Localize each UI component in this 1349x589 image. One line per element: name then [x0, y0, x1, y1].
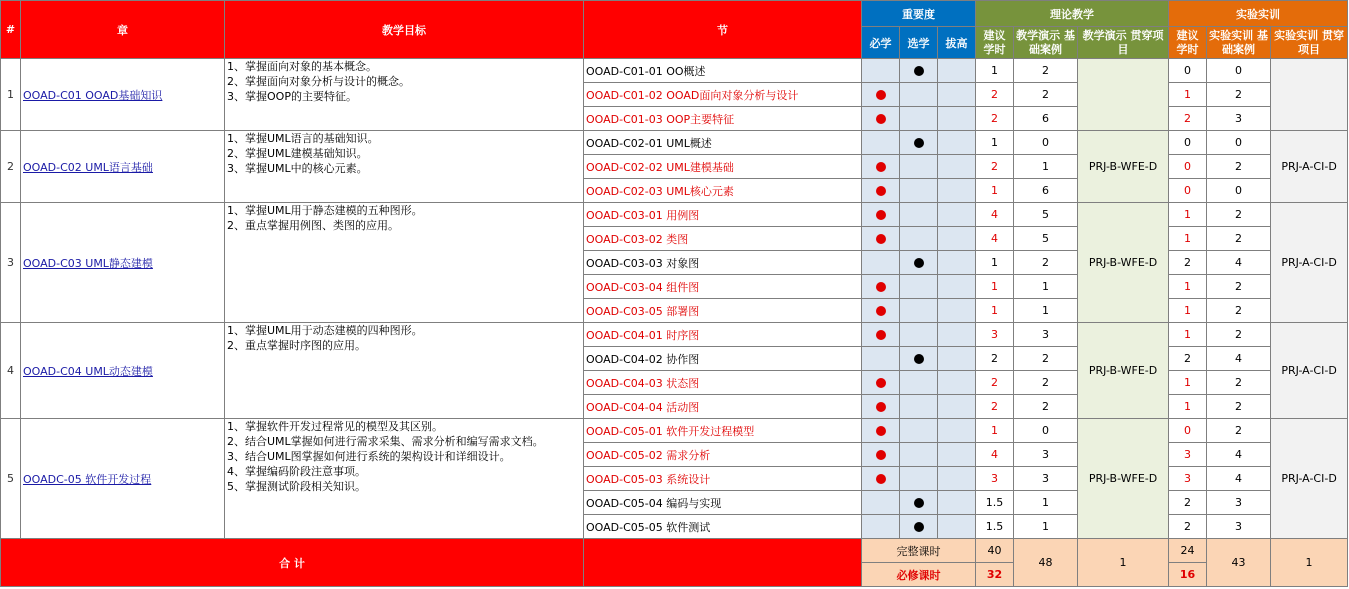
importance-advanced-cell	[938, 131, 976, 155]
importance-advanced-cell	[938, 371, 976, 395]
importance-required-cell	[862, 299, 900, 323]
section-title: OOAD-C05-02 需求分析	[584, 443, 862, 467]
section-title: OOAD-C04-03 状态图	[584, 371, 862, 395]
importance-optional-cell	[900, 323, 938, 347]
lab-cases: 2	[1207, 227, 1271, 251]
totals-row	[1, 539, 1348, 563]
lab-cases: 3	[1207, 515, 1271, 539]
section-title: OOAD-C05-01 软件开发过程模型	[584, 419, 862, 443]
section-title: OOAD-C02-01 UML概述	[584, 131, 862, 155]
header-importance: 重要度	[862, 1, 976, 27]
section-title: OOAD-C04-02 协作图	[584, 347, 862, 371]
section-title: OOAD-C05-05 软件测试	[584, 515, 862, 539]
chapter-number: 4	[1, 323, 21, 419]
lab-project: PRJ-A-CI-D	[1271, 323, 1348, 419]
lab-cases: 0	[1207, 59, 1271, 83]
theory-cases: 5	[1014, 203, 1078, 227]
importance-advanced-cell	[938, 443, 976, 467]
importance-advanced-cell	[938, 299, 976, 323]
totals-blank	[584, 539, 862, 587]
importance-advanced-cell	[938, 275, 976, 299]
lab-hours: 1	[1169, 299, 1207, 323]
theory-project: PRJ-B-WFE-D	[1078, 323, 1169, 419]
chapter-link[interactable]: OOADC-05 软件开发过程	[21, 419, 225, 539]
lab-hours: 1	[1169, 395, 1207, 419]
lab-cases: 3	[1207, 107, 1271, 131]
importance-advanced-cell	[938, 467, 976, 491]
theory-cases: 6	[1014, 179, 1078, 203]
optional-dot-icon	[914, 522, 924, 532]
header-section: 节	[584, 1, 862, 59]
required-dot-icon	[876, 402, 886, 412]
table-row	[1, 419, 1348, 443]
required-dot-icon	[876, 282, 886, 292]
importance-advanced-cell	[938, 395, 976, 419]
importance-required-cell	[862, 467, 900, 491]
importance-required-cell	[862, 131, 900, 155]
chapter-number: 2	[1, 131, 21, 203]
required-dot-icon	[876, 378, 886, 388]
importance-optional-cell	[900, 275, 938, 299]
lab-cases: 4	[1207, 467, 1271, 491]
importance-required-cell	[862, 419, 900, 443]
importance-advanced-cell	[938, 179, 976, 203]
lab-hours: 0	[1169, 59, 1207, 83]
header-number: #	[1, 1, 21, 59]
table-row	[1, 131, 1348, 155]
chapter-number: 3	[1, 203, 21, 323]
chapter-number: 1	[1, 59, 21, 131]
importance-optional-cell	[900, 491, 938, 515]
required-dot-icon	[876, 114, 886, 124]
theory-project: PRJ-B-WFE-D	[1078, 203, 1169, 323]
chapter-number: 5	[1, 419, 21, 539]
importance-optional-cell	[900, 395, 938, 419]
importance-optional-cell	[900, 107, 938, 131]
theory-project: PRJ-B-WFE-D	[1078, 131, 1169, 203]
importance-optional-cell	[900, 227, 938, 251]
importance-advanced-cell	[938, 59, 976, 83]
importance-required-cell	[862, 443, 900, 467]
theory-project	[1078, 59, 1169, 131]
section-title: OOAD-C01-03 OOP主要特征	[584, 107, 862, 131]
theory-hours: 4	[976, 227, 1014, 251]
required-dot-icon	[876, 474, 886, 484]
theory-hours: 2	[976, 107, 1014, 131]
section-title: OOAD-C04-04 活动图	[584, 395, 862, 419]
totals-label: 合 计	[1, 539, 584, 587]
lab-project: PRJ-A-CI-D	[1271, 203, 1348, 323]
theory-hours: 1.5	[976, 491, 1014, 515]
importance-required-cell	[862, 251, 900, 275]
importance-optional-cell	[900, 299, 938, 323]
optional-dot-icon	[914, 354, 924, 364]
theory-cases: 1	[1014, 299, 1078, 323]
theory-total-cases: 48	[1014, 539, 1078, 587]
importance-optional-cell	[900, 347, 938, 371]
theory-hours: 4	[976, 203, 1014, 227]
lab-cases: 0	[1207, 131, 1271, 155]
theory-cases: 1	[1014, 275, 1078, 299]
theory-hours: 3	[976, 323, 1014, 347]
lab-cases: 2	[1207, 83, 1271, 107]
lab-hours: 1	[1169, 323, 1207, 347]
required-dot-icon	[876, 426, 886, 436]
table-row	[1, 203, 1348, 227]
header-lab-hours: 建议 学时	[1169, 27, 1207, 59]
importance-advanced-cell	[938, 251, 976, 275]
lab-hours: 2	[1169, 515, 1207, 539]
chapter-goals: 1、掌握UML语言的基础知识。 2、掌握UML建模基础知识。 3、掌握UML中的核心元素。	[225, 131, 584, 203]
theory-hours: 1	[976, 251, 1014, 275]
importance-required-cell	[862, 83, 900, 107]
importance-optional-cell	[900, 59, 938, 83]
required-dot-icon	[876, 330, 886, 340]
required-dot-icon	[876, 306, 886, 316]
section-title: OOAD-C03-02 类图	[584, 227, 862, 251]
required-dot-icon	[876, 450, 886, 460]
chapter-goals: 1、掌握软件开发过程常见的模型及其区别。 2、结合UML掌握如何进行需求采集、需求分析和编写需求文档。 3、结合UML图掌握如何进行系统的架构设计和详细设计。 4、掌握编码阶段注意事项。 5、掌握测试阶段相关知识。	[225, 419, 584, 539]
theory-cases: 1	[1014, 491, 1078, 515]
theory-cases: 0	[1014, 419, 1078, 443]
importance-required-cell	[862, 491, 900, 515]
importance-required-cell	[862, 371, 900, 395]
theory-full-hours: 40	[976, 539, 1014, 563]
theory-cases: 0	[1014, 131, 1078, 155]
importance-optional-cell	[900, 419, 938, 443]
importance-optional-cell	[900, 467, 938, 491]
lab-hours: 2	[1169, 107, 1207, 131]
theory-cases: 5	[1014, 227, 1078, 251]
header-goals: 教学目标	[225, 1, 584, 59]
importance-optional-cell	[900, 131, 938, 155]
table-row	[1, 323, 1348, 347]
importance-advanced-cell	[938, 515, 976, 539]
lab-total-cases: 43	[1207, 539, 1271, 587]
importance-required-cell	[862, 179, 900, 203]
theory-hours: 2	[976, 83, 1014, 107]
required-dot-icon	[876, 186, 886, 196]
header-importance-required: 必学	[862, 27, 900, 59]
lab-cases: 2	[1207, 275, 1271, 299]
lab-hours: 1	[1169, 275, 1207, 299]
optional-dot-icon	[914, 258, 924, 268]
lab-total-projects: 1	[1271, 539, 1348, 587]
lab-cases: 4	[1207, 443, 1271, 467]
theory-hours: 2	[976, 395, 1014, 419]
lab-project: PRJ-A-CI-D	[1271, 419, 1348, 539]
theory-hours: 3	[976, 467, 1014, 491]
theory-hours: 2	[976, 347, 1014, 371]
lab-required-hours: 16	[1169, 563, 1207, 587]
theory-cases: 1	[1014, 155, 1078, 179]
lab-hours: 3	[1169, 443, 1207, 467]
lab-cases: 2	[1207, 203, 1271, 227]
theory-cases: 3	[1014, 467, 1078, 491]
lab-hours: 0	[1169, 155, 1207, 179]
importance-required-cell	[862, 203, 900, 227]
theory-project: PRJ-B-WFE-D	[1078, 419, 1169, 539]
chapter-link[interactable]: OOAD-C01 OOAD基础知识	[21, 59, 225, 131]
importance-required-cell	[862, 347, 900, 371]
importance-required-cell	[862, 323, 900, 347]
theory-cases: 2	[1014, 59, 1078, 83]
importance-required-cell	[862, 155, 900, 179]
theory-hours: 1	[976, 419, 1014, 443]
theory-hours: 1	[976, 299, 1014, 323]
header-lab-cases: 实验实训 基础案例	[1207, 27, 1271, 59]
importance-optional-cell	[900, 203, 938, 227]
importance-required-cell	[862, 515, 900, 539]
theory-total-projects: 1	[1078, 539, 1169, 587]
section-title: OOAD-C03-05 部署图	[584, 299, 862, 323]
lab-cases: 4	[1207, 251, 1271, 275]
chapter-link[interactable]: OOAD-C04 UML动态建模	[21, 323, 225, 419]
theory-hours: 4	[976, 443, 1014, 467]
importance-advanced-cell	[938, 323, 976, 347]
theory-required-hours: 32	[976, 563, 1014, 587]
theory-cases: 3	[1014, 323, 1078, 347]
importance-advanced-cell	[938, 347, 976, 371]
theory-hours: 1	[976, 59, 1014, 83]
header-theory-cases: 教学演示 基础案例	[1014, 27, 1078, 59]
lab-hours: 2	[1169, 491, 1207, 515]
optional-dot-icon	[914, 498, 924, 508]
lab-hours: 0	[1169, 131, 1207, 155]
lab-cases: 2	[1207, 323, 1271, 347]
lab-cases: 2	[1207, 371, 1271, 395]
header-theory: 理论教学	[976, 1, 1169, 27]
theory-cases: 2	[1014, 83, 1078, 107]
lab-project	[1271, 59, 1348, 131]
optional-dot-icon	[914, 138, 924, 148]
lab-hours: 1	[1169, 203, 1207, 227]
theory-hours: 2	[976, 155, 1014, 179]
section-title: OOAD-C02-02 UML建模基础	[584, 155, 862, 179]
importance-required-cell	[862, 227, 900, 251]
required-dot-icon	[876, 90, 886, 100]
header-lab-project: 实验实训 贯穿项目	[1271, 27, 1348, 59]
theory-hours: 1	[976, 179, 1014, 203]
importance-advanced-cell	[938, 203, 976, 227]
importance-advanced-cell	[938, 107, 976, 131]
required-dot-icon	[876, 210, 886, 220]
full-hours-label: 完整课时	[862, 539, 976, 563]
importance-optional-cell	[900, 155, 938, 179]
theory-hours: 2	[976, 371, 1014, 395]
lab-hours: 0	[1169, 419, 1207, 443]
importance-optional-cell	[900, 251, 938, 275]
section-title: OOAD-C05-04 编码与实现	[584, 491, 862, 515]
required-hours-label: 必修课时	[862, 563, 976, 587]
lab-cases: 0	[1207, 179, 1271, 203]
chapter-link[interactable]: OOAD-C03 UML静态建模	[21, 203, 225, 323]
lab-hours: 1	[1169, 227, 1207, 251]
lab-project: PRJ-A-CI-D	[1271, 131, 1348, 203]
importance-advanced-cell	[938, 155, 976, 179]
importance-required-cell	[862, 395, 900, 419]
importance-advanced-cell	[938, 491, 976, 515]
importance-advanced-cell	[938, 419, 976, 443]
header-lab: 实验实训	[1169, 1, 1348, 27]
optional-dot-icon	[914, 66, 924, 76]
header-theory-project: 教学演示 贯穿项目	[1078, 27, 1169, 59]
lab-cases: 2	[1207, 395, 1271, 419]
lab-cases: 3	[1207, 491, 1271, 515]
importance-advanced-cell	[938, 227, 976, 251]
theory-cases: 2	[1014, 347, 1078, 371]
theory-cases: 1	[1014, 515, 1078, 539]
required-dot-icon	[876, 162, 886, 172]
chapter-goals: 1、掌握UML用于动态建模的四种图形。 2、重点掌握时序图的应用。	[225, 323, 584, 419]
section-title: OOAD-C03-04 组件图	[584, 275, 862, 299]
lab-cases: 4	[1207, 347, 1271, 371]
chapter-goals: 1、掌握面向对象的基本概念。 2、掌握面向对象分析与设计的概念。 3、掌握OOP的主要特征。	[225, 59, 584, 131]
theory-cases: 3	[1014, 443, 1078, 467]
lab-hours: 2	[1169, 251, 1207, 275]
lab-hours: 1	[1169, 83, 1207, 107]
chapter-goals: 1、掌握UML用于静态建模的五种图形。 2、重点掌握用例图、类图的应用。	[225, 203, 584, 323]
theory-cases: 2	[1014, 395, 1078, 419]
lab-full-hours: 24	[1169, 539, 1207, 563]
importance-optional-cell	[900, 371, 938, 395]
lab-hours: 2	[1169, 347, 1207, 371]
importance-required-cell	[862, 275, 900, 299]
section-title: OOAD-C02-03 UML核心元素	[584, 179, 862, 203]
theory-hours: 1	[976, 131, 1014, 155]
importance-optional-cell	[900, 443, 938, 467]
importance-required-cell	[862, 59, 900, 83]
lab-hours: 1	[1169, 371, 1207, 395]
importance-required-cell	[862, 107, 900, 131]
section-title: OOAD-C05-03 系统设计	[584, 467, 862, 491]
lab-cases: 2	[1207, 419, 1271, 443]
importance-optional-cell	[900, 83, 938, 107]
header-importance-optional: 选学	[900, 27, 938, 59]
theory-hours: 1	[976, 275, 1014, 299]
lab-hours: 0	[1169, 179, 1207, 203]
lab-hours: 3	[1169, 467, 1207, 491]
required-dot-icon	[876, 234, 886, 244]
section-title: OOAD-C01-01 OO概述	[584, 59, 862, 83]
theory-cases: 2	[1014, 251, 1078, 275]
section-title: OOAD-C01-02 OOAD面向对象分析与设计	[584, 83, 862, 107]
lab-cases: 2	[1207, 299, 1271, 323]
lab-cases: 2	[1207, 155, 1271, 179]
importance-optional-cell	[900, 179, 938, 203]
chapter-link[interactable]: OOAD-C02 UML语言基础	[21, 131, 225, 203]
theory-hours: 1.5	[976, 515, 1014, 539]
header-importance-advanced: 拔高	[938, 27, 976, 59]
theory-cases: 6	[1014, 107, 1078, 131]
section-title: OOAD-C04-01 时序图	[584, 323, 862, 347]
section-title: OOAD-C03-03 对象图	[584, 251, 862, 275]
header-chapter: 章	[21, 1, 225, 59]
theory-cases: 2	[1014, 371, 1078, 395]
header-theory-hours: 建议 学时	[976, 27, 1014, 59]
importance-optional-cell	[900, 515, 938, 539]
section-title: OOAD-C03-01 用例图	[584, 203, 862, 227]
table-row	[1, 59, 1348, 83]
importance-advanced-cell	[938, 83, 976, 107]
